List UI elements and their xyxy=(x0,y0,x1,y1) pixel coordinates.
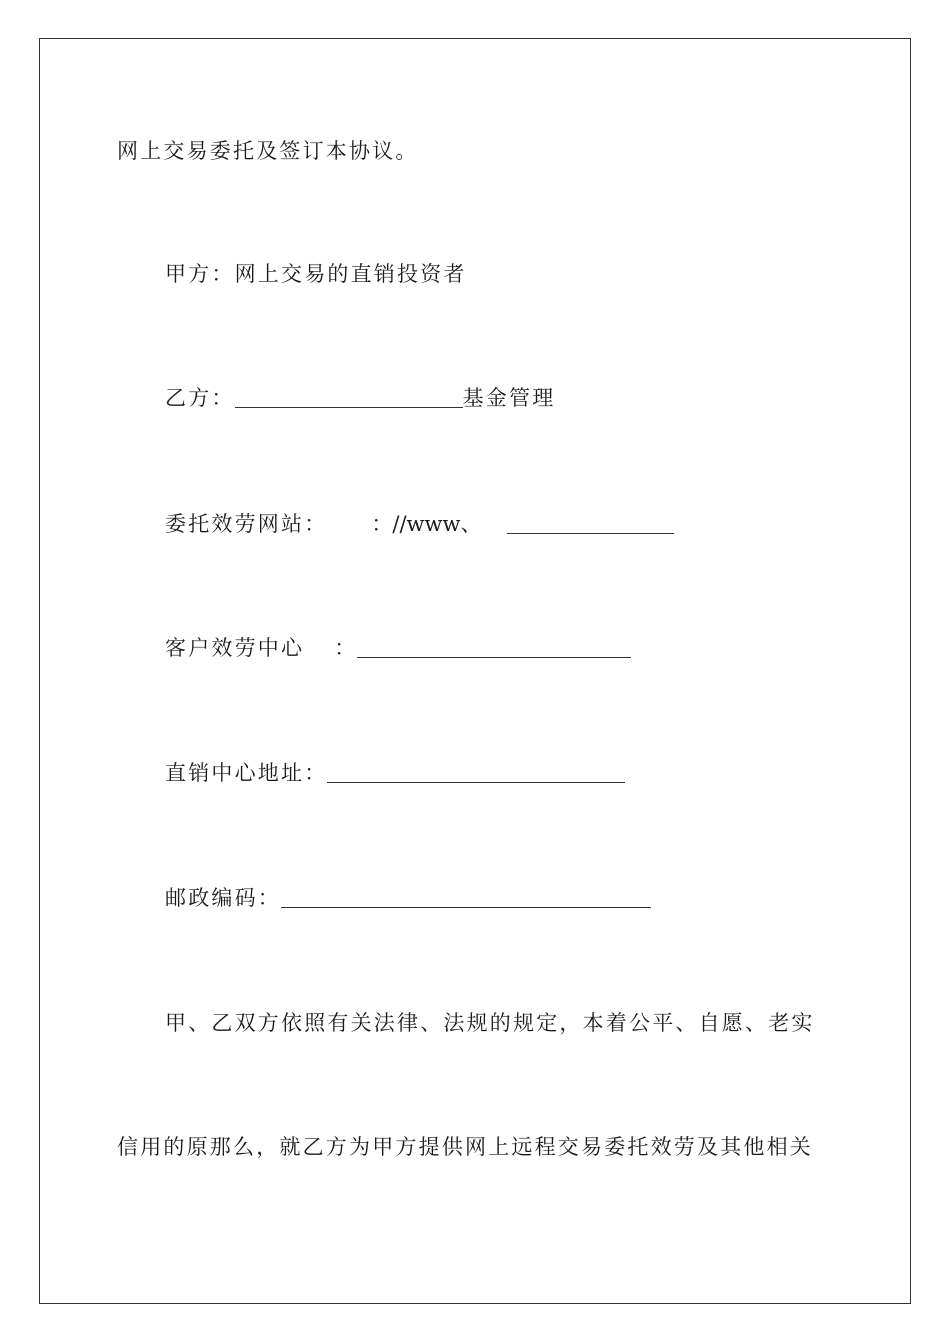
intro-text: 网上交易委托及签订本协议。 xyxy=(117,139,419,163)
party-b-line xyxy=(165,384,555,412)
party-a-line xyxy=(165,260,467,288)
party-b-blank[interactable] xyxy=(235,387,463,408)
website-blank[interactable] xyxy=(507,513,674,534)
postcode-line xyxy=(165,884,651,912)
service-center-line xyxy=(165,634,631,662)
service-center-label: 客户效劳中心 xyxy=(165,636,305,660)
party-b-suffix: 基金管理 xyxy=(462,386,556,410)
intro-line xyxy=(117,137,419,165)
address-label: 直销中心地址： xyxy=(165,761,328,785)
website-label: 委托效劳网站： xyxy=(165,512,328,536)
address-blank[interactable] xyxy=(327,762,625,783)
postcode-blank[interactable] xyxy=(281,887,651,908)
paragraph-text-1: 甲、乙双方依照有关法律、法规的规定，本着公平、自愿、老实 xyxy=(165,1011,815,1035)
website-value: ：//www、 xyxy=(371,512,482,536)
website-line xyxy=(165,510,674,538)
party-b-label: 乙方： xyxy=(165,386,235,410)
service-center-colon: ： xyxy=(334,636,358,660)
party-a-label: 甲方： xyxy=(165,262,235,286)
paragraph-line-1 xyxy=(165,1009,815,1037)
postcode-label: 邮政编码： xyxy=(165,886,281,910)
paragraph-text-2: 信用的原那么，就乙方为甲方提供网上远程交易委托效劳及其他相关 xyxy=(117,1135,813,1159)
paragraph-line-2 xyxy=(117,1133,813,1161)
page-frame xyxy=(39,38,911,1304)
address-line xyxy=(165,759,625,787)
party-a-value: 网上交易的直销投资者 xyxy=(234,262,467,286)
service-center-blank[interactable] xyxy=(357,637,631,658)
